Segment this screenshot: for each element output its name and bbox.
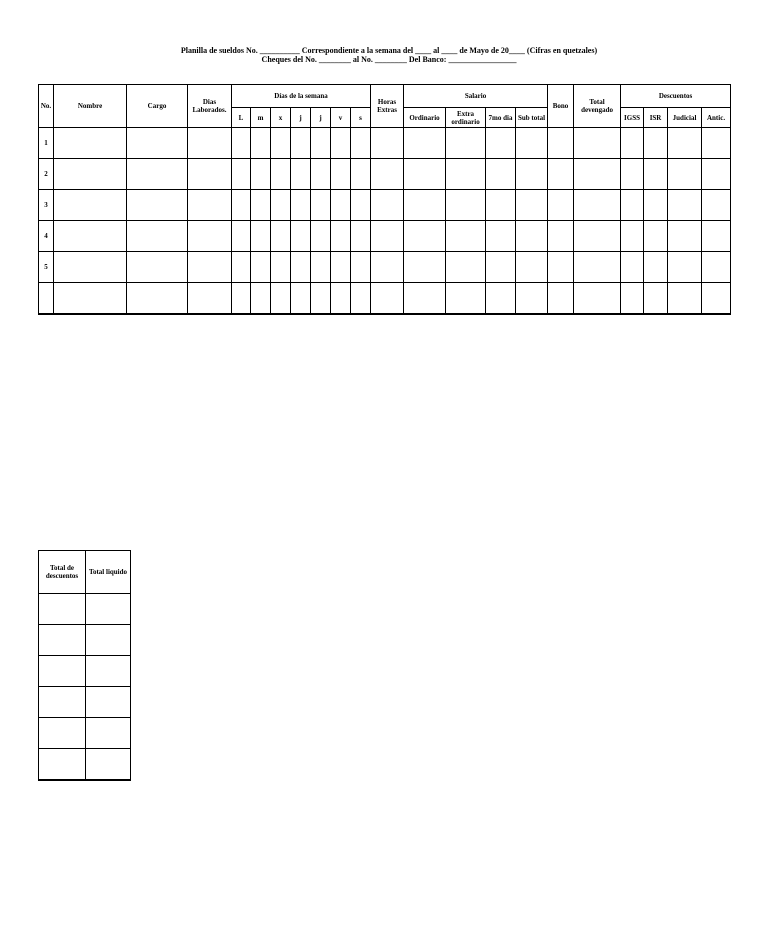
table-cell <box>331 159 351 190</box>
col-igss: IGSS <box>621 108 644 128</box>
table-cell <box>516 190 548 221</box>
table-cell <box>127 159 188 190</box>
row-number: 5 <box>39 252 54 283</box>
table-cell <box>404 252 446 283</box>
col-total-liquido: Total liquido <box>86 551 131 594</box>
table-cell <box>486 252 516 283</box>
table-cell <box>644 159 668 190</box>
table-cell <box>271 128 291 159</box>
table-cell <box>548 252 574 283</box>
table-cell <box>291 159 311 190</box>
col-total-descuentos: Total de descuentos <box>39 551 86 594</box>
payroll-table <box>38 84 731 315</box>
col-bono: Bono <box>548 85 574 128</box>
table-cell <box>39 749 86 781</box>
table-cell <box>188 221 232 252</box>
table-cell <box>54 283 127 315</box>
table-cell <box>668 221 702 252</box>
table-cell <box>251 190 271 221</box>
table-cell <box>644 221 668 252</box>
table-cell <box>251 221 271 252</box>
col-day-l: L <box>232 108 251 128</box>
table-cell <box>39 594 86 625</box>
table-row <box>39 159 731 190</box>
table-cell <box>271 190 291 221</box>
col-day-j1: j <box>291 108 311 128</box>
table-cell <box>86 718 131 749</box>
table-cell <box>621 283 644 315</box>
table-cell <box>86 625 131 656</box>
table-cell <box>371 128 404 159</box>
table-cell <box>621 252 644 283</box>
table-cell <box>54 252 127 283</box>
table-cell <box>251 159 271 190</box>
group-salario: Salario <box>404 85 548 108</box>
table-cell <box>291 252 311 283</box>
table-cell <box>404 159 446 190</box>
table-cell <box>516 221 548 252</box>
table-row <box>39 221 731 252</box>
table-cell <box>232 283 251 315</box>
table-cell <box>702 221 731 252</box>
table-cell <box>251 283 271 315</box>
table-cell <box>311 221 331 252</box>
table-cell <box>188 159 232 190</box>
table-cell <box>331 221 351 252</box>
table-row <box>39 594 131 625</box>
table-cell <box>486 283 516 315</box>
table-cell <box>54 159 127 190</box>
table-row <box>39 718 131 749</box>
table-cell <box>446 190 486 221</box>
table-cell <box>331 283 351 315</box>
row-number: 3 <box>39 190 54 221</box>
col-day-v: v <box>331 108 351 128</box>
table-cell <box>668 159 702 190</box>
col-no: No. <box>39 85 54 128</box>
table-cell <box>668 283 702 315</box>
table-cell <box>702 159 731 190</box>
table-cell <box>516 252 548 283</box>
table-cell <box>702 252 731 283</box>
table-cell <box>351 252 371 283</box>
payroll-table-body <box>39 128 731 315</box>
table-cell <box>574 252 621 283</box>
col-day-j2: j <box>311 108 331 128</box>
table-cell <box>668 190 702 221</box>
table-cell <box>331 128 351 159</box>
table-cell <box>668 128 702 159</box>
table-row <box>39 128 731 159</box>
table-cell <box>232 159 251 190</box>
table-cell <box>621 221 644 252</box>
col-sub-total: Sub total <box>516 108 548 128</box>
col-day-s: s <box>351 108 371 128</box>
table-cell <box>271 159 291 190</box>
table-cell <box>232 190 251 221</box>
table-cell <box>188 190 232 221</box>
row-number: 2 <box>39 159 54 190</box>
table-cell <box>311 128 331 159</box>
table-cell <box>271 283 291 315</box>
table-cell <box>486 190 516 221</box>
table-cell <box>574 283 621 315</box>
table-cell <box>574 190 621 221</box>
totals-table <box>38 550 131 781</box>
table-row <box>39 625 131 656</box>
table-cell <box>516 283 548 315</box>
table-cell <box>548 283 574 315</box>
table-cell <box>351 221 371 252</box>
table-cell <box>446 159 486 190</box>
col-isr: ISR <box>644 108 668 128</box>
table-cell <box>668 252 702 283</box>
table-cell <box>446 221 486 252</box>
table-cell <box>621 190 644 221</box>
table-cell <box>404 283 446 315</box>
table-cell <box>702 190 731 221</box>
table-cell <box>371 252 404 283</box>
group-dias-semana: Días de la semana <box>232 85 371 108</box>
col-extra-ordinario: Extra ordinario <box>446 108 486 128</box>
col-day-x: x <box>271 108 291 128</box>
table-cell <box>446 252 486 283</box>
table-row <box>39 252 731 283</box>
table-cell <box>188 252 232 283</box>
col-ordinario: Ordinario <box>404 108 446 128</box>
title-line-1: Planilla de sueldos No. __________ Correspondiente a la semana del ____ al ____ de Mayo de 20____ (Cifras en quetzales) <box>180 46 598 55</box>
table-cell <box>127 252 188 283</box>
table-row <box>39 190 731 221</box>
table-cell <box>188 283 232 315</box>
table-cell <box>311 190 331 221</box>
col-nombre: Nombre <box>54 85 127 128</box>
table-cell <box>371 221 404 252</box>
col-total-devengado: Total devengado <box>574 85 621 128</box>
table-cell <box>232 252 251 283</box>
table-cell <box>404 190 446 221</box>
table-cell <box>351 283 371 315</box>
col-horas-extras: Horas Extras <box>371 85 404 128</box>
table-cell <box>351 159 371 190</box>
table-cell <box>574 128 621 159</box>
table-cell <box>331 190 351 221</box>
table-cell <box>574 159 621 190</box>
table-cell <box>291 283 311 315</box>
table-cell <box>311 159 331 190</box>
table-cell <box>644 128 668 159</box>
title-line-2: Cheques del No. ________ al No. ________ Del Banco: _________________ <box>261 55 517 64</box>
table-cell <box>39 656 86 687</box>
table-cell <box>446 283 486 315</box>
table-cell <box>486 159 516 190</box>
table-cell <box>371 283 404 315</box>
table-cell <box>331 252 351 283</box>
table-cell <box>127 190 188 221</box>
table-cell <box>644 190 668 221</box>
table-cell <box>486 221 516 252</box>
table-cell <box>271 221 291 252</box>
table-cell <box>291 128 311 159</box>
table-cell <box>86 656 131 687</box>
table-cell <box>351 128 371 159</box>
table-row <box>39 749 131 781</box>
table-cell <box>404 128 446 159</box>
table-cell <box>311 283 331 315</box>
table-cell <box>86 687 131 718</box>
table-cell <box>86 594 131 625</box>
table-cell <box>251 128 271 159</box>
table-cell <box>291 221 311 252</box>
table-cell <box>232 221 251 252</box>
row-number <box>39 283 54 315</box>
table-cell <box>371 190 404 221</box>
totals-table-body <box>39 594 131 781</box>
table-cell <box>54 221 127 252</box>
table-cell <box>271 252 291 283</box>
table-cell <box>516 159 548 190</box>
table-cell <box>548 128 574 159</box>
table-cell <box>54 190 127 221</box>
col-dias-laborados: Dias Laborados. <box>188 85 232 128</box>
table-cell <box>486 128 516 159</box>
table-cell <box>621 128 644 159</box>
table-cell <box>548 159 574 190</box>
table-cell <box>574 221 621 252</box>
table-cell <box>371 159 404 190</box>
table-cell <box>446 128 486 159</box>
table-cell <box>291 190 311 221</box>
table-row <box>39 656 131 687</box>
table-cell <box>644 252 668 283</box>
table-cell <box>621 159 644 190</box>
table-cell <box>251 252 271 283</box>
table-cell <box>516 128 548 159</box>
table-row <box>39 687 131 718</box>
document-title <box>0 46 768 64</box>
table-cell <box>39 625 86 656</box>
table-cell <box>644 283 668 315</box>
table-cell <box>127 221 188 252</box>
table-cell <box>86 749 131 781</box>
col-judicial: Judicial <box>668 108 702 128</box>
col-7mo-dia: 7mo dia <box>486 108 516 128</box>
col-antic: Antic. <box>702 108 731 128</box>
table-cell <box>232 128 251 159</box>
row-number: 4 <box>39 221 54 252</box>
table-cell <box>404 221 446 252</box>
table-cell <box>702 128 731 159</box>
table-cell <box>702 283 731 315</box>
table-cell <box>39 687 86 718</box>
table-row <box>39 283 731 315</box>
table-cell <box>351 190 371 221</box>
table-cell <box>311 252 331 283</box>
row-number: 1 <box>39 128 54 159</box>
col-day-m: m <box>251 108 271 128</box>
table-cell <box>548 190 574 221</box>
table-cell <box>127 128 188 159</box>
table-cell <box>188 128 232 159</box>
table-cell <box>127 283 188 315</box>
table-cell <box>54 128 127 159</box>
table-cell <box>548 221 574 252</box>
table-cell <box>39 718 86 749</box>
col-cargo: Cargo <box>127 85 188 128</box>
group-descuentos: Descuentos <box>621 85 731 108</box>
